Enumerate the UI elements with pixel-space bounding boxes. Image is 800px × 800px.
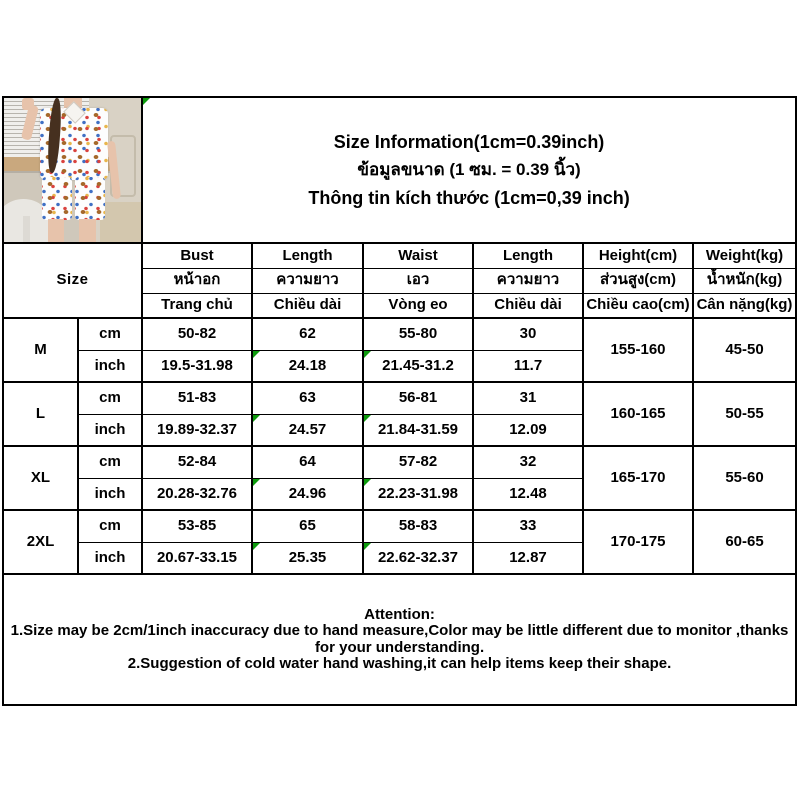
header-length-en: Length — [252, 243, 363, 268]
cell-2xl-length-inch — [252, 542, 363, 574]
header-waist-th: เอว — [363, 268, 473, 293]
header-waist-en: Waist — [363, 243, 473, 268]
attention-note — [3, 574, 796, 705]
header-weight-vi: Cân nặng(kg) — [693, 293, 796, 318]
cell-2xl-bust-inch: 20.67-33.15 — [142, 542, 252, 574]
cell-xl-bust-cm: 52-84 — [142, 446, 252, 478]
header-length-th: ความยาว — [252, 268, 363, 293]
excel-error-indicator-icon — [253, 543, 260, 550]
cell-m-waist-inch — [363, 350, 473, 382]
unit-cm: cm — [78, 510, 142, 542]
unit-cm: cm — [78, 318, 142, 350]
cell-xl-waist-cm: 57-82 — [363, 446, 473, 478]
cell-value: 24.18 — [288, 356, 327, 374]
page-title-vi: Thông tin kích thước (1cm=0,39 inch) — [308, 188, 630, 208]
excel-error-indicator-icon — [253, 415, 260, 422]
cell-2xl-waist-cm: 58-83 — [363, 510, 473, 542]
cell-l-length-inch — [252, 414, 363, 446]
cell-l-length-cm: 63 — [252, 382, 363, 414]
cell-l-weight: 50-55 — [693, 382, 796, 446]
product-photo — [4, 98, 141, 242]
cell-value: 21.84-31.59 — [377, 420, 459, 438]
pajama-shorts-left — [42, 177, 72, 220]
size-label-l: L — [3, 382, 78, 446]
size-label-m: M — [3, 318, 78, 382]
size-label-2xl: 2XL — [3, 510, 78, 574]
model-leg-right — [79, 219, 95, 242]
cell-m-length-cm: 62 — [252, 318, 363, 350]
finger — [23, 98, 27, 100]
attention-line-2: 2.Suggestion of cold water hand washing,it can help items keep their shape. — [127, 655, 672, 672]
header-length2-en: Length — [473, 243, 583, 268]
cell-l-height: 160-165 — [583, 382, 693, 446]
photo-chair-leg — [23, 216, 30, 242]
cell-xl-length2-inch: 12.48 — [473, 478, 583, 510]
cell-2xl-bust-cm: 53-85 — [142, 510, 252, 542]
cell-value: 22.23-31.98 — [377, 484, 459, 502]
cell-2xl-height: 170-175 — [583, 510, 693, 574]
excel-error-indicator-icon — [253, 351, 260, 358]
attention-heading: Attention: — [364, 605, 435, 623]
cell-xl-weight: 55-60 — [693, 446, 796, 510]
cell-value: 21.45-31.2 — [382, 356, 454, 374]
title-cell — [142, 97, 796, 243]
header-weight-th: น้ำหนัก(kg) — [693, 268, 796, 293]
cell-m-waist-cm: 55-80 — [363, 318, 473, 350]
cell-2xl-length2-inch: 12.87 — [473, 542, 583, 574]
model-peace-sign-hand — [22, 98, 34, 110]
cell-l-length2-cm: 31 — [473, 382, 583, 414]
cell-2xl-length2-cm: 33 — [473, 510, 583, 542]
unit-inch: inch — [78, 414, 142, 446]
excel-error-indicator-icon — [364, 415, 371, 422]
cell-m-weight: 45-50 — [693, 318, 796, 382]
header-bust-en: Bust — [142, 243, 252, 268]
cell-xl-length-inch — [252, 478, 363, 510]
page-title-th: ข้อมูลขนาด (1 ซม. = 0.39 นิ้ว) — [357, 160, 581, 179]
size-table — [2, 96, 797, 706]
cell-l-bust-cm: 51-83 — [142, 382, 252, 414]
header-length2-th: ความยาว — [473, 268, 583, 293]
cell-2xl-weight: 60-65 — [693, 510, 796, 574]
cell-2xl-waist-inch — [363, 542, 473, 574]
cell-xl-height: 165-170 — [583, 446, 693, 510]
unit-inch: inch — [78, 350, 142, 382]
model-leg-left — [48, 219, 64, 242]
cell-xl-bust-inch: 20.28-32.76 — [142, 478, 252, 510]
unit-inch: inch — [78, 542, 142, 574]
cell-l-length2-inch: 12.09 — [473, 414, 583, 446]
cell-l-waist-inch — [363, 414, 473, 446]
cell-value: 25.35 — [288, 548, 327, 566]
cell-m-length2-inch: 11.7 — [473, 350, 583, 382]
cell-m-length-inch — [252, 350, 363, 382]
cell-value: 24.57 — [288, 420, 327, 438]
cell-xl-waist-inch — [363, 478, 473, 510]
size-label-xl: XL — [3, 446, 78, 510]
unit-cm: cm — [78, 446, 142, 478]
excel-error-indicator-icon — [143, 98, 150, 105]
excel-error-indicator-icon — [364, 543, 371, 550]
cell-value: 24.96 — [288, 484, 327, 502]
header-height-th: ส่วนสูง(cm) — [583, 268, 693, 293]
cell-l-waist-cm: 56-81 — [363, 382, 473, 414]
cell-m-height: 155-160 — [583, 318, 693, 382]
page-title-en: Size Information(1cm=0.39inch) — [333, 132, 605, 152]
pajama-shorts-right — [75, 177, 105, 220]
header-height-vi: Chiều cao(cm) — [583, 293, 693, 318]
cell-m-bust-inch: 19.5-31.98 — [142, 350, 252, 382]
cell-xl-length2-cm: 32 — [473, 446, 583, 478]
header-waist-vi: Vòng eo — [363, 293, 473, 318]
cell-2xl-length-cm: 65 — [252, 510, 363, 542]
header-length-vi: Chiều dài — [252, 293, 363, 318]
cell-l-bust-inch: 19.89-32.37 — [142, 414, 252, 446]
header-bust-th: หน้าอก — [142, 268, 252, 293]
excel-error-indicator-icon — [364, 479, 371, 486]
cell-value: 22.62-32.37 — [377, 548, 459, 566]
attention-line-1: 1.Size may be 2cm/1inch inaccuracy due to hand measure,Color may be little different due to monitor ,thanks for your understanding. — [10, 622, 789, 656]
excel-error-indicator-icon — [364, 351, 371, 358]
cell-xl-length-cm: 64 — [252, 446, 363, 478]
cell-m-length2-cm: 30 — [473, 318, 583, 350]
header-bust-vi: Trang chủ — [142, 293, 252, 318]
cell-m-bust-cm: 50-82 — [142, 318, 252, 350]
header-height-en: Height(cm) — [583, 243, 693, 268]
header-weight-en: Weight(kg) — [693, 243, 796, 268]
finger — [28, 98, 31, 100]
size-corner-label: Size — [3, 243, 142, 318]
excel-error-indicator-icon — [253, 479, 260, 486]
product-photo-cell — [3, 97, 142, 243]
unit-cm: cm — [78, 382, 142, 414]
unit-inch: inch — [78, 478, 142, 510]
photo-sofa — [100, 202, 141, 242]
header-length2-vi: Chiều dài — [473, 293, 583, 318]
